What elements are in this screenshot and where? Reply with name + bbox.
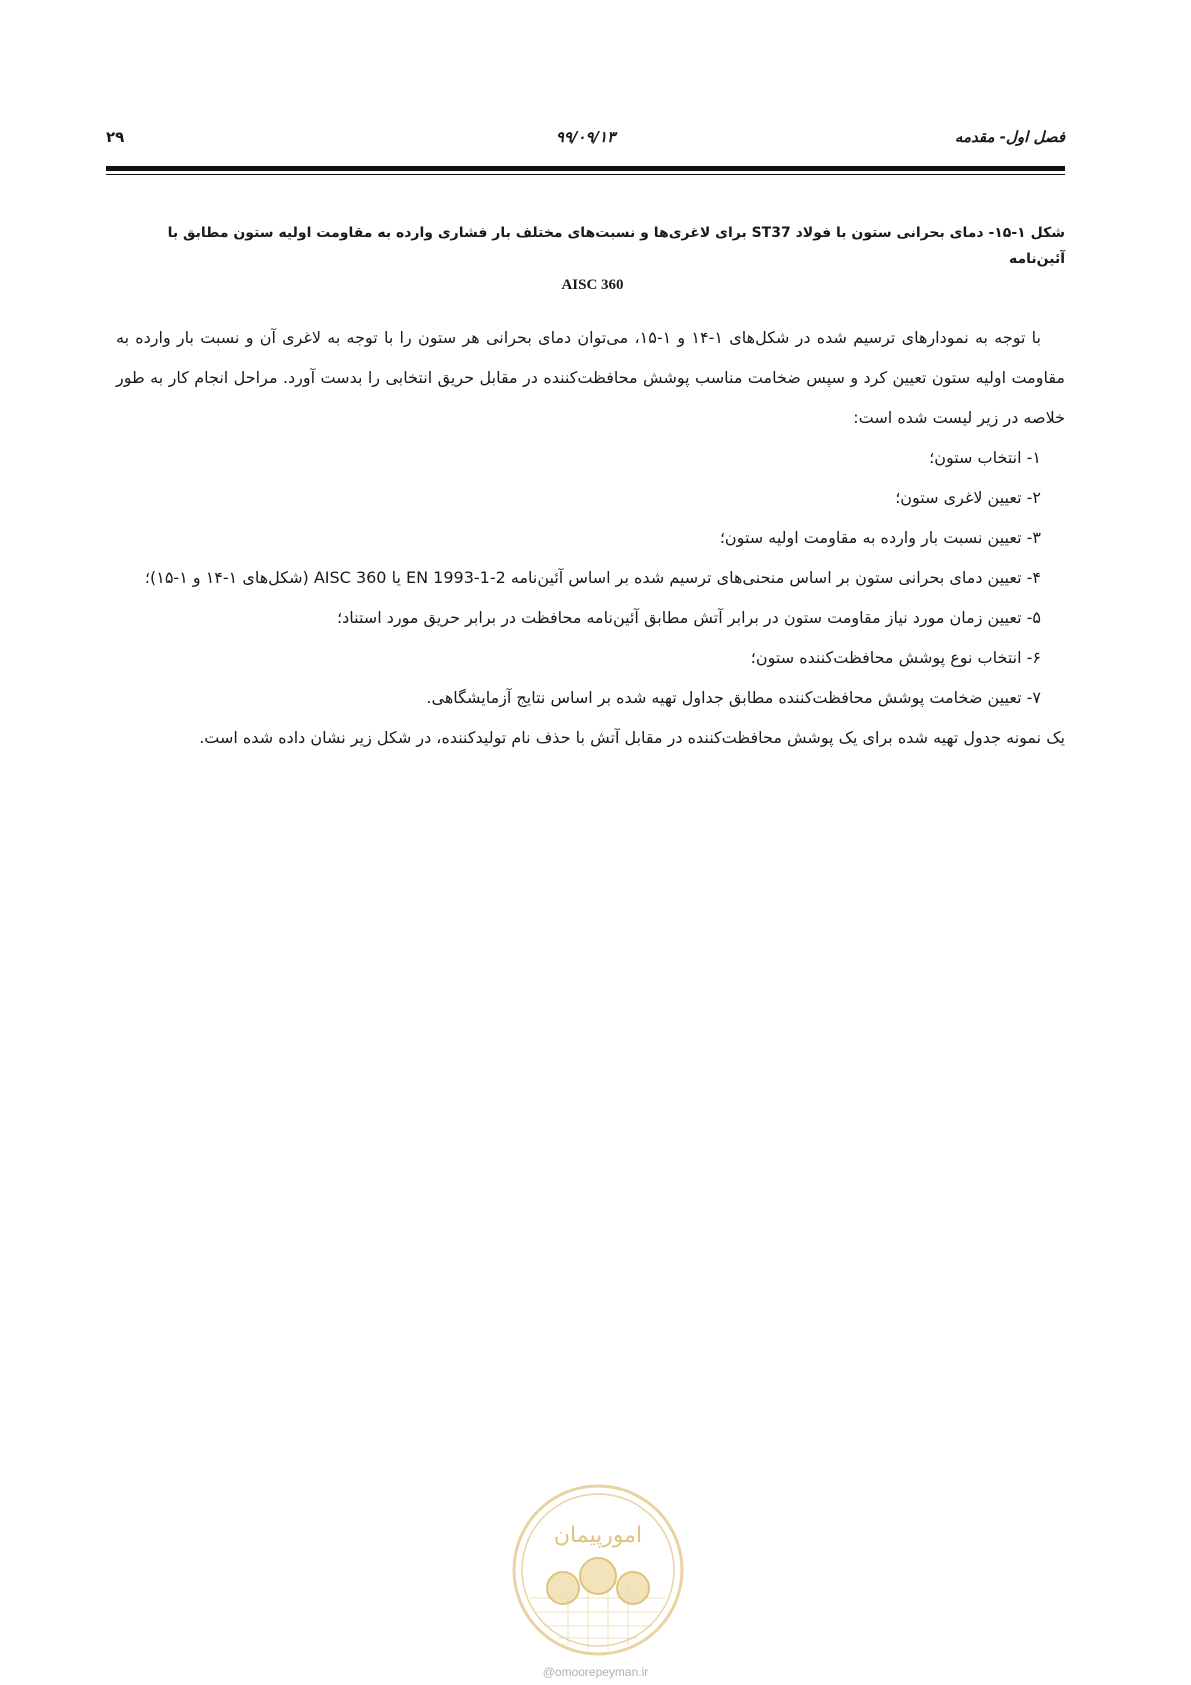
header-rule-thick [106, 166, 1065, 171]
chapter-title: فصل اول- مقدمه [954, 128, 1065, 146]
caption-line-1: شکل ۱-۱۵- دمای بحرانی ستون با فولاد ST37 برای لاغری‌ها و نسبت‌های مختلف بار فشاری وارده به مقاومت اولیه ستون مطابق با آئین‌نامه [167, 225, 1065, 267]
watermark-logo [508, 1480, 688, 1660]
intro-paragraph: با توجه به نمودارهای ترسیم شده در شکل‌های ۱-۱۴ و ۱-۱۵، می‌توان دمای بحرانی هر ستون را با توجه به لاغری آن و نسبت بار وارده به مقاومت اولیه ستون تعیین کرد و سپس ضخامت مناسب پوشش محافظت‌کننده در مقابل حریق انتخابی را بدست آورد. مراحل انجام کار به طور خلاصه در زیر لیست شده است: [116, 328, 1065, 427]
list-item-7: ۷- تعیین ضخامت پوشش محافظت‌کننده مطابق جداول تهیه شده بر اساس نتایج آزمایشگاهی. [426, 688, 1041, 707]
closing-paragraph: یک نمونه جدول تهیه شده برای یک پوشش محافظت‌کننده در مقابل آتش با حذف نام تولیدکننده، در شکل زیر نشان داده شده است. [199, 728, 1065, 747]
list-item-1: ۱- انتخاب ستون؛ [929, 448, 1041, 467]
list-item-6: ۶- انتخاب نوع پوشش محافظت‌کننده ستون؛ [750, 648, 1041, 667]
list-item-2: ۲- تعیین لاغری ستون؛ [895, 488, 1041, 507]
page-header [106, 128, 1065, 154]
page-number: ۲۹ [106, 128, 125, 146]
list-item-3: ۳- تعیین نسبت بار وارده به مقاومت اولیه ستون؛ [719, 528, 1041, 547]
header-rule-thin [106, 174, 1065, 175]
list-item-4: ۴- تعیین دمای بحرانی ستون بر اساس منحنی‌های ترسیم شده بر اساس آئین‌نامه EN 1993-1-2 یا AISC 360 (شکل‌های ۱-۱۴ و ۱-۱۵)؛ [144, 568, 1041, 587]
header-date: ۹۹/۰۹/۱۳ [555, 128, 616, 146]
list-item-5: ۵- تعیین زمان مورد نیاز مقاومت ستون در برابر آتش مطابق آئین‌نامه محافظت در برابر حریق مورد استناد؛ [337, 608, 1041, 627]
watermark-site: @omoorepeyman.ir [542, 1665, 649, 1679]
body-text [116, 318, 1065, 758]
figure-caption [120, 220, 1065, 298]
caption-line-2: AISC 360 [561, 277, 624, 293]
watermark-logo-script: امورپیمان [553, 1523, 643, 1548]
